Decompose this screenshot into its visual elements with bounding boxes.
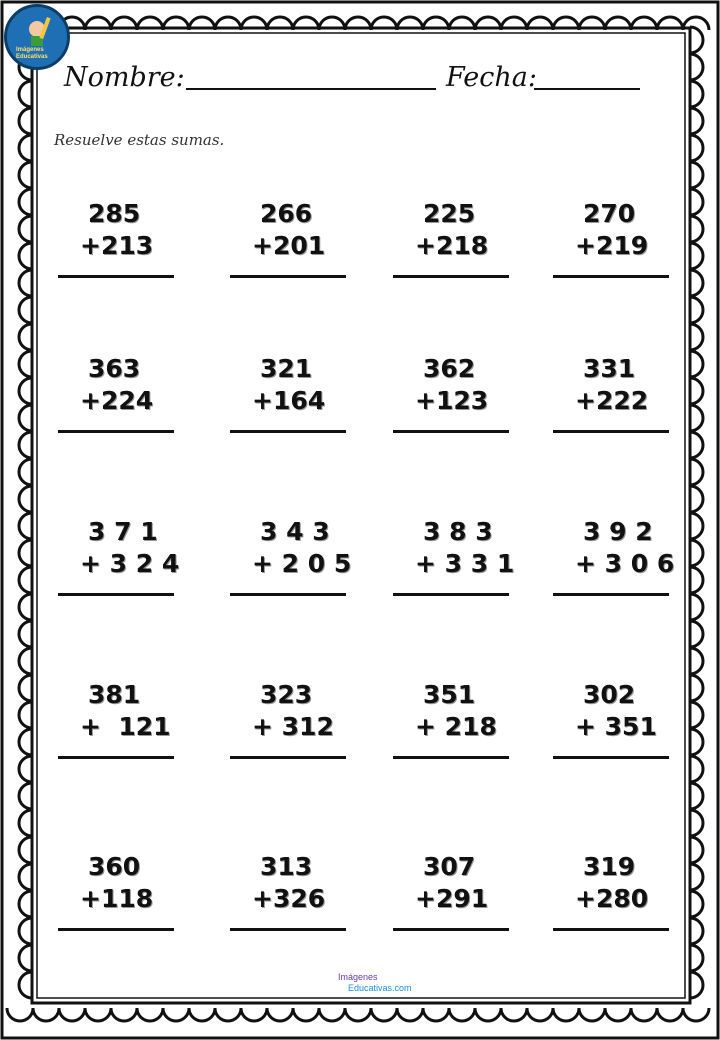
header — [62, 58, 662, 98]
answer-line[interactable] — [230, 928, 346, 931]
answer-line[interactable] — [230, 756, 346, 759]
addend-bottom: +201 — [252, 231, 326, 260]
answer-line[interactable] — [553, 430, 669, 433]
addend-bottom: + 218 — [415, 712, 497, 741]
addend-top: 3 7 1 — [88, 517, 158, 546]
answer-line[interactable] — [393, 756, 509, 759]
answer-line[interactable] — [58, 593, 174, 596]
addend-bottom: +219 — [575, 231, 649, 260]
answer-line[interactable] — [553, 275, 669, 278]
addend-bottom: + 121 — [80, 712, 171, 741]
addend-top: 285 — [88, 199, 141, 228]
addend-top: 351 — [423, 680, 476, 709]
addend-top: 225 — [423, 199, 476, 228]
answer-line[interactable] — [553, 928, 669, 931]
addend-bottom: +224 — [80, 386, 154, 415]
addend-bottom: +118 — [80, 884, 154, 913]
addend-bottom: +164 — [252, 386, 326, 415]
addition-problem — [230, 680, 346, 760]
addend-bottom: +280 — [575, 884, 649, 913]
addend-top: 266 — [260, 199, 313, 228]
name-field[interactable] — [186, 88, 436, 90]
instructions: Resuelve estas sumas. — [54, 131, 225, 149]
addition-problem — [393, 199, 509, 279]
addend-top: 360 — [88, 852, 141, 881]
addition-problem — [58, 354, 174, 434]
addition-problem — [393, 680, 509, 760]
answer-line[interactable] — [58, 275, 174, 278]
addition-problem — [230, 852, 346, 932]
addition-problem — [393, 852, 509, 932]
addend-bottom: +222 — [575, 386, 649, 415]
addition-problem — [230, 354, 346, 434]
answer-line[interactable] — [553, 593, 669, 596]
answer-line[interactable] — [393, 275, 509, 278]
addition-problem — [230, 517, 352, 597]
addition-problem — [230, 199, 346, 279]
addend-top: 307 — [423, 852, 476, 881]
addend-top: 321 — [260, 354, 313, 383]
addend-top: 3 4 3 — [260, 517, 330, 546]
addend-bottom: + 2 0 5 — [252, 549, 352, 578]
footer-line-1: Imágenes — [338, 972, 378, 982]
date-field[interactable] — [534, 88, 640, 90]
name-label: Nombre: — [64, 62, 185, 93]
answer-line[interactable] — [393, 593, 509, 596]
addend-top: 3 9 2 — [583, 517, 653, 546]
answer-line[interactable] — [230, 275, 346, 278]
addend-top: 323 — [260, 680, 313, 709]
logo-text: Imágenes Educativas — [16, 47, 48, 60]
addend-bottom: +218 — [415, 231, 489, 260]
addition-problem — [58, 680, 174, 760]
addition-problem — [553, 852, 669, 932]
addend-top: 319 — [583, 852, 636, 881]
date-label: Fecha: — [446, 62, 537, 93]
addend-bottom: +213 — [80, 231, 154, 260]
addition-problem — [553, 199, 669, 279]
addition-problem — [393, 517, 515, 597]
answer-line[interactable] — [58, 928, 174, 931]
footer-watermark — [338, 972, 412, 994]
answer-line[interactable] — [230, 593, 346, 596]
logo-badge — [4, 4, 70, 70]
answer-line[interactable] — [393, 430, 509, 433]
addend-top: 381 — [88, 680, 141, 709]
answer-line[interactable] — [230, 430, 346, 433]
addition-problem — [58, 852, 174, 932]
answer-line[interactable] — [58, 430, 174, 433]
addend-top: 3 8 3 — [423, 517, 493, 546]
answer-line[interactable] — [58, 756, 174, 759]
addition-problem — [553, 517, 675, 597]
answer-line[interactable] — [393, 928, 509, 931]
addend-top: 331 — [583, 354, 636, 383]
addition-problem — [393, 354, 509, 434]
addition-problem — [553, 354, 669, 434]
addend-bottom: + 3 2 4 — [80, 549, 180, 578]
addition-problem — [553, 680, 669, 760]
footer-line-2: Educativas.com — [348, 983, 412, 993]
addend-bottom: + 3 0 6 — [575, 549, 675, 578]
addition-problem — [58, 517, 180, 597]
addend-bottom: + 351 — [575, 712, 657, 741]
addend-bottom: +291 — [415, 884, 489, 913]
addend-top: 270 — [583, 199, 636, 228]
addend-bottom: +326 — [252, 884, 326, 913]
addition-problem — [58, 199, 174, 279]
addend-top: 302 — [583, 680, 636, 709]
addend-bottom: + 3 3 1 — [415, 549, 515, 578]
answer-line[interactable] — [553, 756, 669, 759]
addend-top: 313 — [260, 852, 313, 881]
addend-bottom: +123 — [415, 386, 489, 415]
addend-top: 363 — [88, 354, 141, 383]
addend-top: 362 — [423, 354, 476, 383]
addend-bottom: + 312 — [252, 712, 334, 741]
